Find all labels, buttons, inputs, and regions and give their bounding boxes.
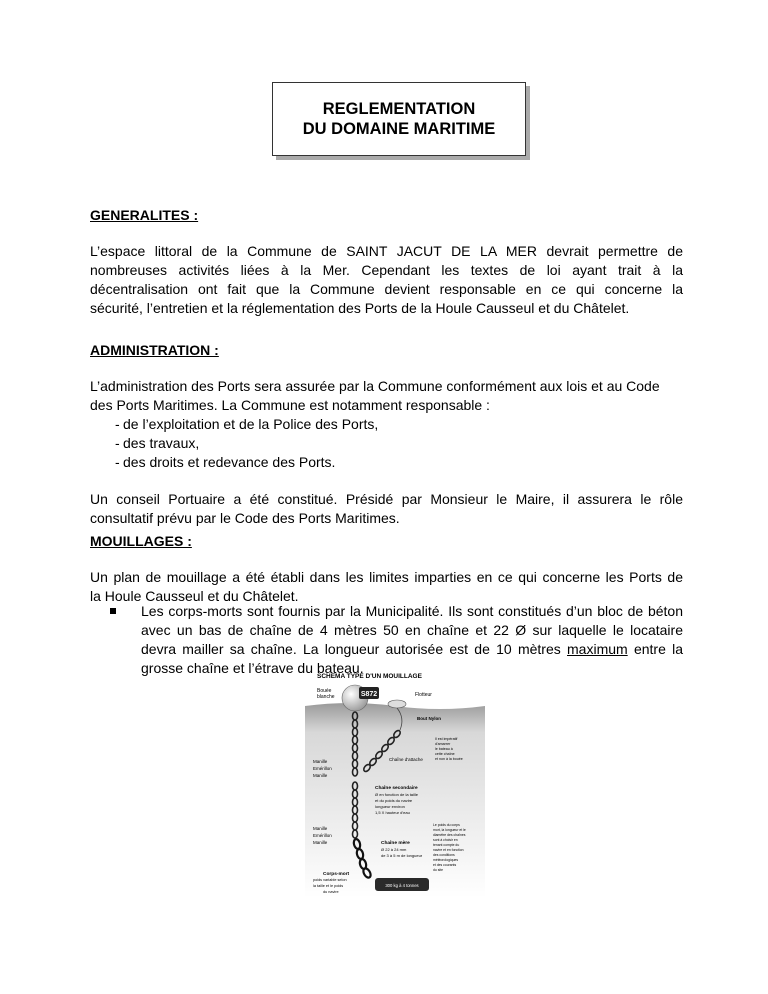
- heading-mouillages: MOUILLAGES :: [90, 533, 192, 549]
- bullet-line-3-text: devra mailler sa chaîne. La longueur autorisée est de 10 mètres: [141, 641, 561, 657]
- chaine-secondaire-line: 1,5 X hauteur d'eau: [375, 810, 410, 815]
- flotteur-label: Flotteur: [415, 692, 432, 698]
- note-top-line: Il est impératif: [435, 737, 458, 741]
- schema-title: SCHEMA TYPE D'UN MOUILLAGE: [317, 673, 422, 680]
- bullet-line-1: Les corps-morts sont fournis par la Municipalité. Ils sont constitués d’un bloc de béton: [141, 603, 683, 619]
- section-mouillages: [90, 532, 683, 606]
- bullet-line-2: avec un bas de chaîne de 4 mètres 50 en chaîne et 22 Ø sur laquelle le locataire: [141, 622, 683, 638]
- bouee-label-2: blanche: [317, 694, 335, 700]
- mouillages-intro-line-2: la Houle Causseul et du Châtelet.: [90, 588, 299, 604]
- note-top-line: cette chaîne: [435, 752, 455, 756]
- title-line-1: REGLEMENTATION: [322, 100, 476, 118]
- emphasis-maximum: maximum: [567, 641, 628, 657]
- note-bottom-line: Le poids du corps: [433, 823, 460, 827]
- chaine-mere-line: de 3 à 5 m de longueur: [381, 853, 423, 858]
- bout-nylon-label: Bout Nylon: [417, 716, 441, 721]
- administration-intro-line-2: des Ports Maritimes. La Commune est notamment responsable :: [90, 397, 490, 413]
- mooring-schema: [305, 668, 485, 898]
- bullet-line-3: [141, 640, 683, 659]
- note-top-line: et non à la bouée: [435, 757, 463, 761]
- list-item: - des droits et redevance des Ports.: [90, 453, 683, 472]
- note-bottom-line: tenant compte du: [433, 843, 460, 847]
- heading-generalites: GENERALITES :: [90, 207, 199, 223]
- generalites-line-3: décentralisation ont fait que la Commune devient responsable en ce qui concerne la: [90, 281, 683, 297]
- corps-mort-line: du navire: [323, 890, 339, 894]
- note-top-line: d'amarrer: [435, 742, 451, 746]
- note-bottom-line: du site: [433, 868, 443, 872]
- mouillages-intro-line-1: Un plan de mouillage a été établi dans les limites imparties en ce qui concerne les Ports de: [90, 569, 683, 585]
- conseil-line-1: Un conseil Portuaire a été constitué. Présidé par Monsieur le Maire, il assurera le rôle: [90, 491, 683, 507]
- generalites-line-4: sécurité, l’entretien et la réglementation des Ports de la Houle Causseul et du Châtelet.: [90, 300, 630, 316]
- corps-mort-title: Corps-mort: [323, 872, 350, 877]
- corps-morts-bullet: [110, 602, 683, 678]
- chaine-secondaire-line: longueur environ: [375, 804, 405, 809]
- note-top-line: le bateau à: [435, 747, 453, 751]
- note-bottom-line: des conditions: [433, 853, 455, 857]
- conseil-line-2: consultatif prévu par le Code des Ports Maritimes.: [90, 510, 400, 526]
- manille-label: Manille: [313, 840, 328, 845]
- chaine-attache-label: Chaîne d'attache: [389, 757, 423, 762]
- chaine-secondaire-line: et du poids du navire: [375, 798, 413, 803]
- manille-label: Manille: [313, 773, 328, 778]
- bullet-text: [141, 602, 683, 678]
- document-title-box: [272, 82, 526, 156]
- note-bottom-line: mort, la longueur et le: [433, 828, 466, 832]
- administration-list: [90, 415, 683, 472]
- emerillon-label: Emérillon: [313, 833, 332, 838]
- generalites-line-2: nombreuses activités liées à la Mer. Cependant les textes de loi ayant trait à la: [90, 262, 683, 278]
- bullet-line-4: grosse chaîne et l’étrave du bateau.: [141, 660, 364, 676]
- square-bullet-icon: [110, 608, 116, 614]
- note-bottom-line: et des courants: [433, 863, 457, 867]
- corps-mort-line: la taille et le poids: [313, 884, 344, 888]
- section-administration: [90, 341, 683, 528]
- emerillon-label: Emérillon: [313, 766, 332, 771]
- section-generalites: [90, 206, 683, 318]
- chaine-mere-line: Ø 22 à 24 mm: [381, 847, 407, 852]
- note-bottom-line: diamètre des chaînes: [433, 833, 466, 837]
- generalites-line-1: L’espace littoral de la Commune de SAINT JACUT DE LA MER devrait permettre de: [90, 243, 683, 259]
- chaine-secondaire-title: Chaîne secondaire: [375, 786, 418, 791]
- administration-intro-line-1: L’administration des Ports sera assurée par la Commune conformément aux lois et au Code: [90, 378, 660, 394]
- corps-mort-line: poids variable selon: [313, 878, 347, 882]
- manille-label: Manille: [313, 759, 328, 764]
- list-item: - de l’exploitation et de la Police des Ports,: [90, 415, 683, 434]
- heading-administration: ADMINISTRATION :: [90, 342, 219, 358]
- chaine-secondaire-line: Ø en fonction de la taille: [375, 792, 418, 797]
- note-bottom-line: météorologiques: [433, 858, 459, 862]
- block-weight-label: 300 kg à 4 tonnes: [385, 883, 419, 888]
- bouee-label-1: Bouée: [317, 688, 332, 694]
- note-bottom-line: sont à choisir en: [433, 838, 458, 842]
- bullet-line-3-tail: entre la: [627, 641, 683, 657]
- float-icon: [388, 700, 406, 708]
- title-line-2: DU DOMAINE MARITIME: [302, 120, 496, 138]
- manille-label: Manille: [313, 826, 328, 831]
- buoy-number: S872: [360, 691, 378, 698]
- note-bottom-line: navire et en fonction: [433, 848, 464, 852]
- chaine-mere-title: Chaîne mère: [381, 841, 410, 846]
- list-item: - des travaux,: [90, 434, 683, 453]
